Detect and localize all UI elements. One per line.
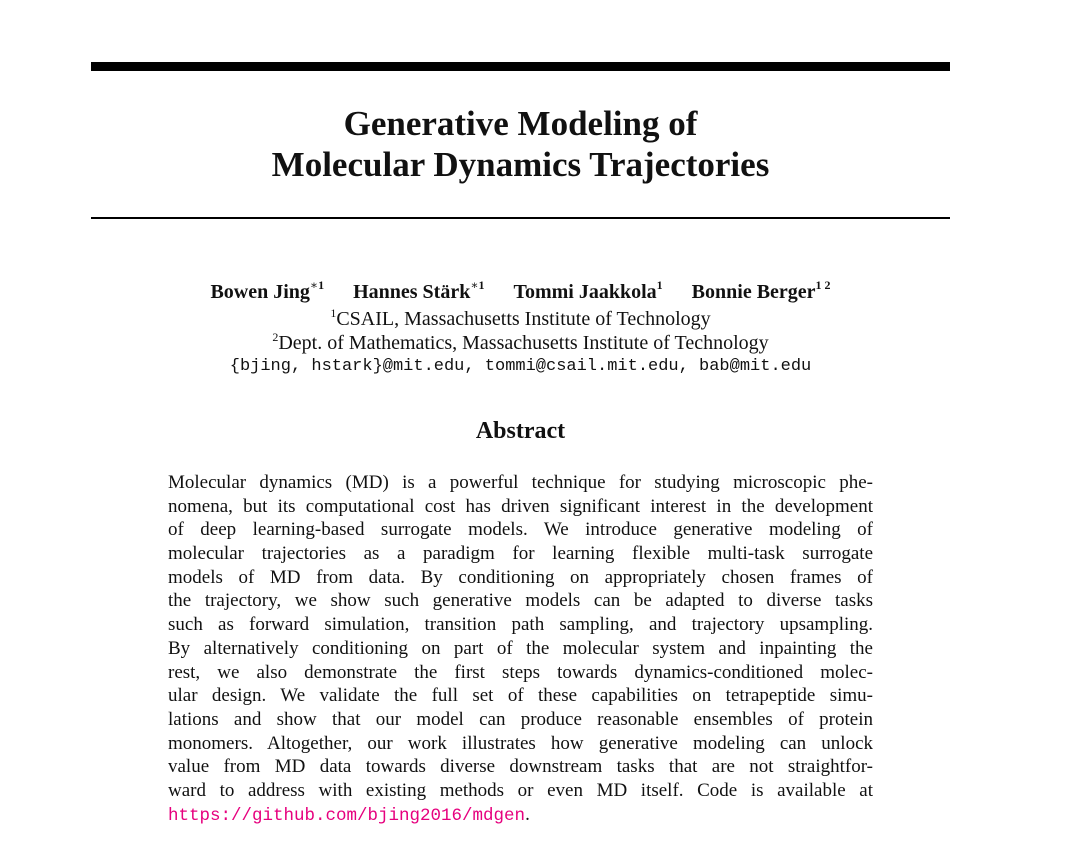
title-bottom-rule bbox=[91, 217, 950, 219]
abstract-line: molecular trajectories as a paradigm for learning flexible multi-task surrogate bbox=[168, 543, 873, 565]
affiliation-1 bbox=[91, 307, 950, 331]
abstract-line: of deep learning-based surrogate models. We introduce generative modeling of bbox=[168, 519, 873, 541]
affiliation-text: CSAIL, Massachusetts Institute of Technology bbox=[336, 308, 711, 330]
author-hannes-stark bbox=[353, 280, 484, 304]
abstract-line: nomena, but its computational cost has driven significant interest in the development bbox=[168, 495, 873, 517]
sentence-period: . bbox=[525, 803, 530, 825]
equal-contribution-mark: ∗ bbox=[309, 278, 319, 292]
abstract-line: models of MD from data. By conditioning on appropriately chosen frames of bbox=[168, 566, 873, 588]
abstract-last-line bbox=[168, 803, 873, 827]
abstract-line: lations and show that our model can produce reasonable ensembles of protein bbox=[168, 708, 873, 730]
abstract-line: Molecular dynamics (MD) is a powerful technique for studying microscopic phe- bbox=[168, 472, 873, 493]
abstract-line: monomers. Altogether, our work illustrates how generative modeling can unlock bbox=[168, 732, 873, 754]
abstract-line: the trajectory, we show such generative models can be adapted to diverse tasks bbox=[168, 590, 873, 612]
author-bowen-jing bbox=[210, 280, 324, 304]
abstract-line: such as forward simulation, transition path sampling, and trajectory upsampling. bbox=[168, 614, 873, 636]
abstract-body bbox=[168, 471, 873, 826]
affiliation-number: 2 bbox=[272, 330, 279, 344]
equal-contribution-mark: ∗ bbox=[470, 278, 479, 292]
abstract-line: value from MD data towards diverse downstream tasks that are not straightfor- bbox=[168, 756, 873, 778]
top-rule bbox=[91, 62, 950, 71]
affiliation-number: 1 bbox=[330, 306, 337, 320]
author-name: Hannes Stärk bbox=[353, 281, 471, 303]
affiliation-mark: 1 2 bbox=[815, 278, 831, 292]
abstract-line: By alternatively conditioning on part of the molecular system and inpainting the bbox=[168, 637, 873, 659]
abstract-line: ward to address with existing methods or even MD itself. Code is available at bbox=[168, 779, 873, 801]
affiliation-mark: 1 bbox=[656, 278, 663, 292]
affiliation-mark: 1 bbox=[318, 278, 325, 292]
abstract-heading: Abstract bbox=[475, 418, 566, 444]
affiliation-2 bbox=[91, 331, 950, 355]
author-name: Bonnie Berger bbox=[691, 281, 816, 303]
author-tommi-jaakkola bbox=[513, 280, 662, 304]
abstract-line: ular design. We validate the full set of these capabilities on tetrapeptide simu- bbox=[168, 685, 873, 707]
author-emails: {bjing, hstark}@mit.edu, tommi@csail.mit.edu, bab@mit.edu bbox=[229, 357, 812, 376]
author-name: Bowen Jing bbox=[210, 281, 310, 303]
author-name: Tommi Jaakkola bbox=[513, 281, 657, 303]
author-list bbox=[91, 280, 950, 304]
affiliation-text: Dept. of Mathematics, Massachusetts Institute of Technology bbox=[278, 332, 769, 354]
affiliation-mark: 1 bbox=[478, 278, 485, 292]
abstract-line: rest, we also demonstrate the first steps towards dynamics-conditioned molec- bbox=[168, 661, 873, 683]
title-line-2: Molecular Dynamics Trajectories bbox=[271, 145, 770, 184]
author-bonnie-berger bbox=[692, 280, 831, 304]
paper-title bbox=[91, 103, 950, 185]
title-line-1: Generative Modeling of bbox=[343, 104, 698, 143]
code-repository-link[interactable]: https://github.com/bjing2016/mdgen bbox=[168, 805, 526, 826]
